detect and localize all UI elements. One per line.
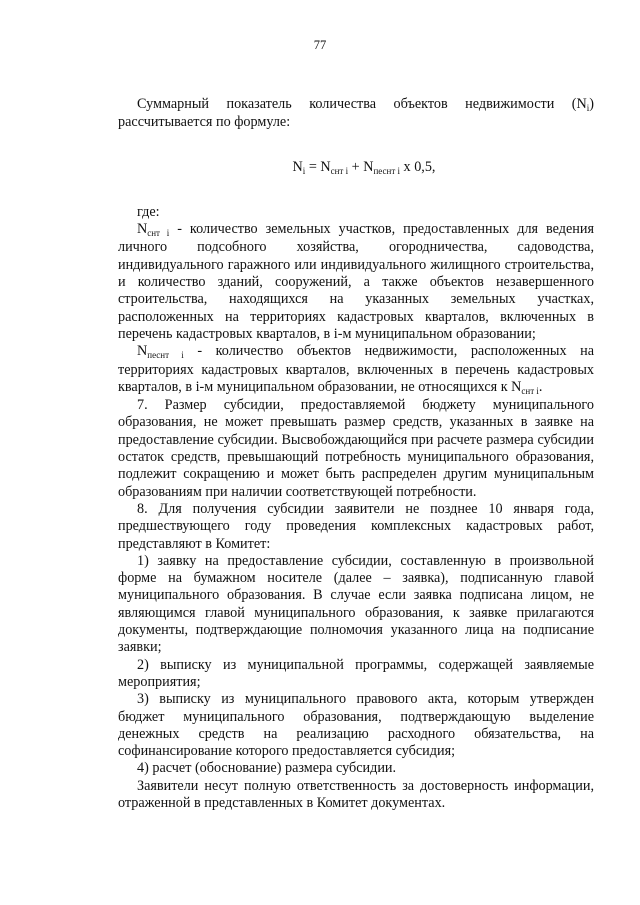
list-item-2: 2) выписку из муниципальной программы, содержащей заявляемые мероприятия; <box>118 656 594 690</box>
document-body <box>118 96 594 812</box>
closing-paragraph: Заявители несут полную ответственность за достоверность информации, отраженной в представленных в Комитет документах. <box>118 777 594 811</box>
paragraph-8: 8. Для получения субсидии заявители не позднее 10 января года, предшествующего году проведения комплексных кадастровых работ, представляют в Комитет: <box>118 500 594 552</box>
formula: $N_i = N_{снт i} + N_{песнт i}$ x 0,5, <box>292 158 436 176</box>
paragraph-7: 7. Размер субсидии, предоставляемой бюджету муниципального образования, не может превышать размер средств, указанных в заявке на предоставление субсидии. Высвобождающийся при расчете размера субсидии остаток средств, превышающий потребность муниципального образования, подлежит сокращению и может быть распределен другим муниципальным образованиям при наличии соответствующей потребности. <box>118 397 594 500</box>
where-label: где: <box>137 203 160 220</box>
list-item-4: 4) расчет (обоснование) размера субсидии. <box>137 760 397 777</box>
definition-nsnt: $N_{снт i}$ - количество земельных участков, предоставленных для ведения личного подсобного хозяйства, огородничества, садоводства, индивидуального гаражного или индивидуального жилищного строительства, и количество зданий, сооружений, а также объектов незавершенного строительства, находящихся на указанных земельных участках, расположенных на территориях кадастровых кварталов, включенных в перечень кадастровых кварталов, в i-м муниципальном образовании; <box>118 221 595 342</box>
intro-paragraph: Суммарный показатель количества объектов недвижимости $(N_i)$ рассчитывается по формуле: <box>118 96 594 131</box>
definition-npesnt: $N_{песнт i}$ - количество объектов недвижимости, расположенных на территориях кадастровых кварталов, включенных в перечень кадастровых кварталов, в i-м муниципальном образовании, не относящихся к $N_{снт i}$. <box>118 343 594 396</box>
page-number: 77 <box>313 38 327 52</box>
list-item-1: 1) заявку на предоставление субсидии, составленную в произвольной форме на бумажном носителе (далее – заявка), подписанную главой муниципального образования. В случае если заявка подписана лицом, не являющимся главой муниципального образования, к заявке прилагаются документы, подтверждающие полномочия указанного лица на подписание заявки; <box>118 552 594 656</box>
list-item-3: 3) выписку из муниципального правового акта, которым утвержден бюджет муниципального образования, подтверждающую выделение денежных средств на реализацию расходного обязательства, на софинансирование которого предоставляется субсидия; <box>118 691 594 760</box>
